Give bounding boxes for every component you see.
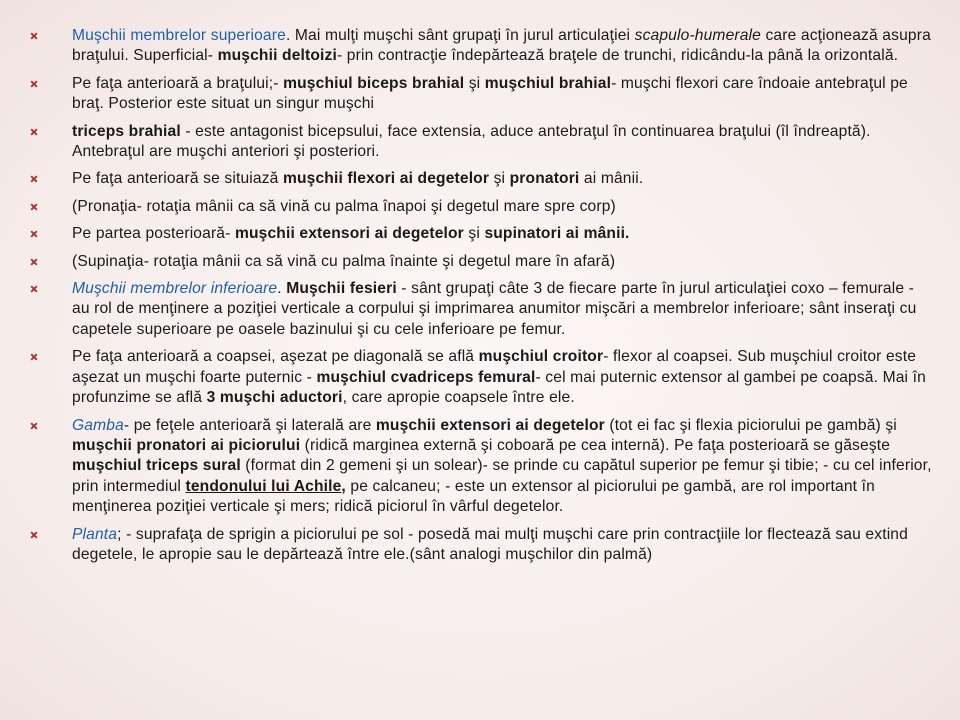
text-run: scapulo-humerale <box>634 27 761 44</box>
text-run: ; - suprafaţa de sprigin a piciorului pe sol - posedă mai mulţi muşchi care prin contracţiile lor flectează sau extind degetele, le apropie sau le depărtează între ele.(sânt analogi muşchilor din palmă) <box>72 525 908 563</box>
list-item <box>28 169 933 189</box>
item-text <box>72 280 916 338</box>
text-run: muşchiul triceps sural <box>72 457 241 475</box>
item-text <box>72 348 926 406</box>
bullet-x-icon <box>30 531 38 539</box>
text-run: Gamba <box>72 416 124 434</box>
text-run: pe calcaneu; - este un extensor al piciorului pe gambă, are rol important în menţinerea poziţiei verticale şi mers; ridică piciorul în vârful degetelor. <box>72 477 875 516</box>
text-run: muşchii pronatori ai piciorului <box>72 436 301 454</box>
list-item <box>28 416 933 518</box>
text-run: - este antagonist bicepsului, face extensia, aduce antebraţul în continuarea braţului (îl îndreaptă). Antebraţul are muşchi anteriori şi posteriori. <box>72 122 871 161</box>
bullet-x-icon <box>30 353 38 361</box>
text-run: tendonului lui Achile, <box>185 477 346 495</box>
item-text <box>72 27 931 64</box>
list-item <box>28 224 933 244</box>
list-item <box>28 26 933 67</box>
bullet-x-icon <box>30 128 38 136</box>
text-run: muşchiul biceps brahial <box>283 74 465 92</box>
text-run: - muşchi flexori care îndoaie antebraţul pe braţ. Posterior este situat un singur muşchi <box>72 74 908 113</box>
item-text <box>72 75 908 112</box>
text-run: şi <box>463 225 485 243</box>
text-run: - flexor al coapsei. Sub muşchiul croitor este aşezat un muşchi foarte puternic - <box>72 348 917 386</box>
text-run: (Supinaţia- rotaţia mânii ca să vină cu palma înainte şi degetul mare în afară) <box>72 252 616 270</box>
text-run: muşchii extensori ai degetelor <box>375 416 605 434</box>
item-text <box>72 225 630 242</box>
text-run: şi <box>464 74 485 92</box>
text-run: , care apropie coapsele între ele. <box>342 389 575 407</box>
list-item <box>28 279 933 340</box>
item-text <box>72 170 643 187</box>
list-item <box>28 347 933 408</box>
bullet-x-icon <box>30 203 38 211</box>
item-text <box>72 526 908 563</box>
text-run: - pe feţele anterioară şi laterală are <box>123 416 376 434</box>
bullet-x-icon <box>30 258 38 266</box>
list-item <box>28 74 933 115</box>
text-run: . <box>277 280 287 298</box>
text-run: Pe faţa anterioară a braţului;- <box>72 74 284 92</box>
list-item <box>28 525 933 566</box>
list-item <box>28 252 933 272</box>
item-text <box>72 123 871 160</box>
text-run: . Mai mulţi muşchi sânt grupaţi în jurul articulaţiei <box>285 27 635 44</box>
text-run: Pe partea posterioară- <box>72 225 235 243</box>
text-run: Pe faţa anterioară a coapsei, aşezat pe diagonală se află <box>72 348 479 366</box>
text-run: şi <box>489 170 510 188</box>
text-run: pronatori <box>509 170 580 188</box>
text-run: Planta <box>72 525 118 543</box>
text-run: triceps brahial <box>72 122 181 140</box>
text-run: muşchiul cvadriceps femural <box>316 368 536 386</box>
text-run: Pe faţa anterioară se situiază <box>72 170 283 188</box>
text-run: muşchiul croitor <box>478 348 604 366</box>
list-item <box>28 197 933 217</box>
text-run: 3 muşchi aductori <box>206 389 343 407</box>
text-run: (tot ei fac şi flexia piciorului pe gambă) şi <box>604 416 897 434</box>
bullet-list <box>28 26 933 572</box>
list-item <box>28 122 933 163</box>
text-run: muşchii deltoizi <box>217 47 337 65</box>
text-run: supinatori ai mânii. <box>484 225 630 243</box>
item-text <box>72 253 615 270</box>
text-run: muşchii extensori ai degetelor <box>234 225 464 243</box>
text-run: - cel mai puternic extensor al gambei pe coapsă. Mai în profunzime se află <box>72 368 926 407</box>
item-text <box>72 198 616 215</box>
bullet-x-icon <box>30 175 38 183</box>
text-run: care acţionează asupra braţului. Superficial- <box>72 27 931 65</box>
text-run: (ridică marginea externă şi coboară pe cea internă). Pe faţa posterioară se găseşte <box>300 436 891 454</box>
text-run: Muşchii fesieri <box>286 280 397 298</box>
text-run: - prin contracţie îndepărtează braţele de trunchi, ridicându-la până la orizontală. <box>336 47 899 65</box>
bullet-x-icon <box>30 285 38 293</box>
text-run: muşchiul brahial <box>484 74 612 92</box>
item-text <box>72 417 932 516</box>
text-run: muşchii flexori ai degetelor <box>282 170 490 188</box>
text-run: (Pronaţia- rotaţia mânii ca să vină cu palma înapoi şi degetul mare spre corp) <box>72 197 616 215</box>
text-run: Muşchii membrelor inferioare <box>72 280 278 298</box>
bullet-x-icon <box>30 422 38 430</box>
bullet-x-icon <box>30 230 38 238</box>
bullet-x-icon <box>30 32 38 40</box>
text-run: - sânt grupaţi câte 3 de fiecare parte în jurul articulaţiei coxo – femurale - au rol de menţinere a poziţiei verticale a corpului şi imprimarea anumitor mişcări a membrelor inferioare; sânt inseraţi cu capetele superioare pe oasele bazinului şi cu cele inferioare pe femur. <box>72 280 917 338</box>
text-run: (format din 2 gemeni şi un solear)- se prinde cu capătul superior pe femur şi tibie; - cu cel inferior, prin intermediul <box>72 457 932 495</box>
text-run: ai mânii. <box>579 170 644 188</box>
text-run: Muşchii membrelor superioare <box>72 27 286 44</box>
bullet-x-icon <box>30 80 38 88</box>
